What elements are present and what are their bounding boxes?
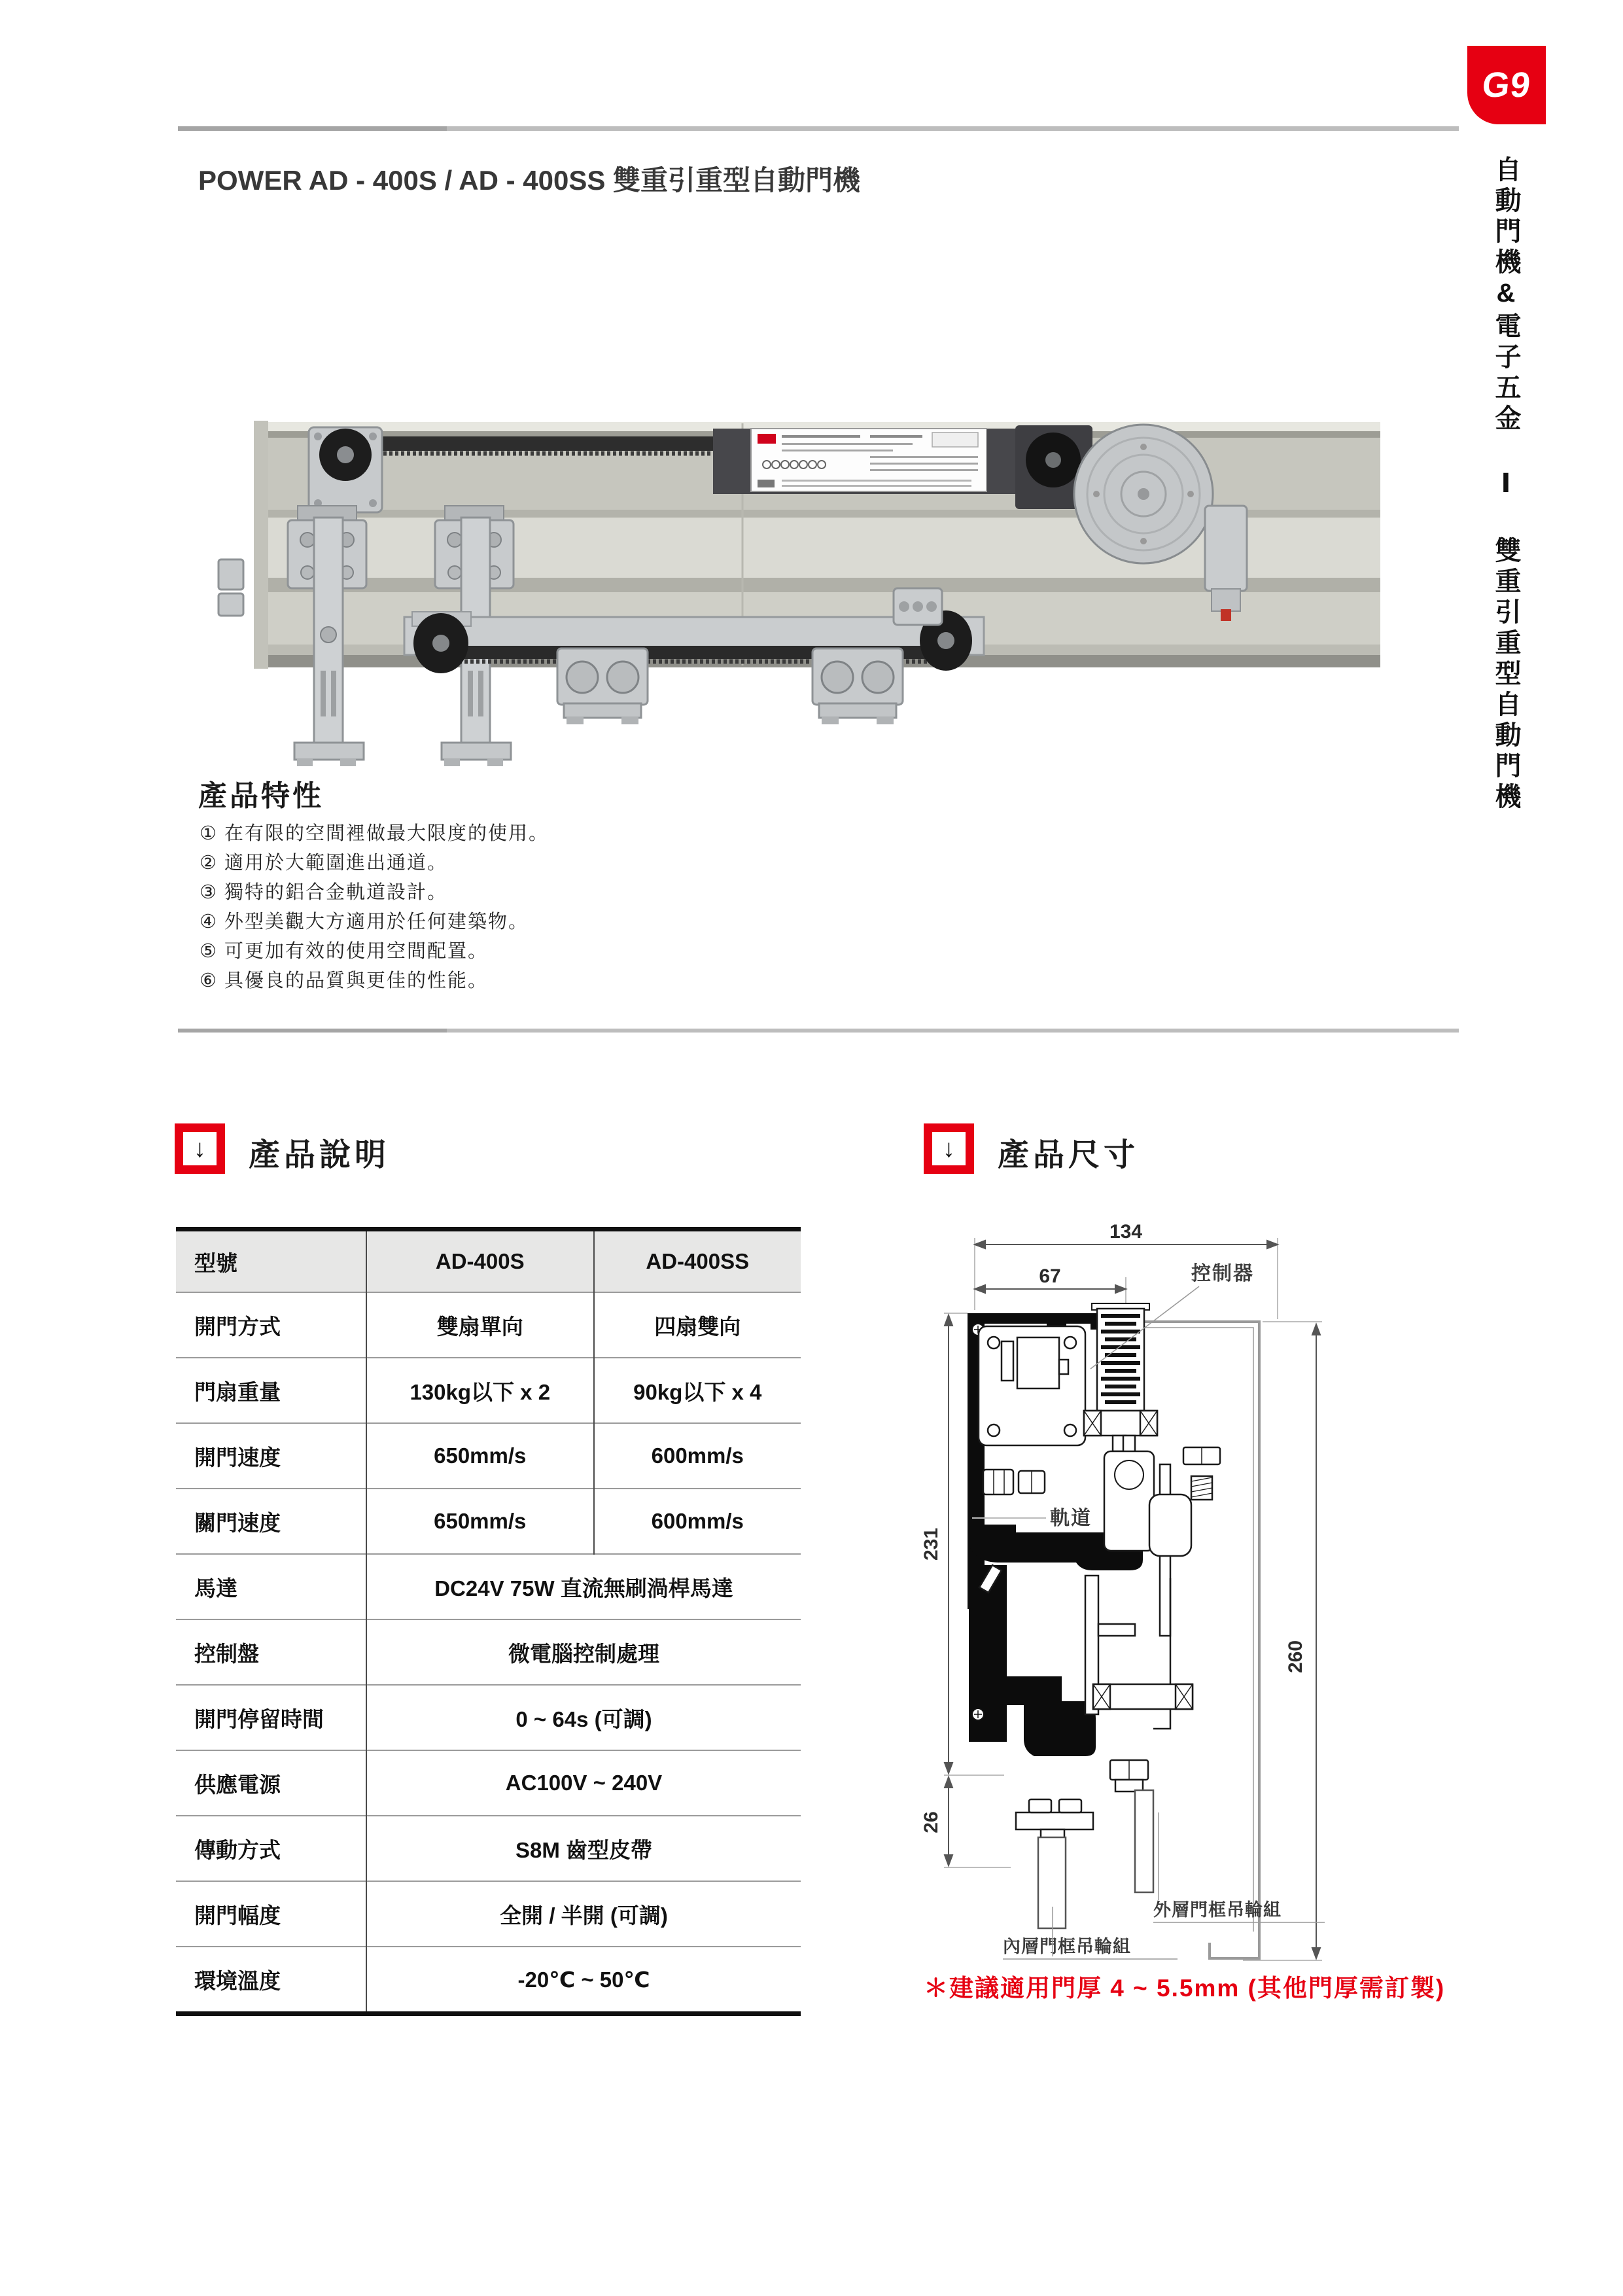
label-outer-hanger: 外層門框吊輪組	[1153, 1900, 1282, 1920]
left-idler-pulley	[309, 427, 382, 512]
spec-header-row	[176, 1231, 801, 1292]
section-marker-dimensions	[924, 1123, 974, 1174]
controller-box	[979, 1326, 1085, 1445]
feature-item: ④ 外型美觀大方適用於任何建築物。	[200, 911, 529, 932]
section-divider	[178, 1029, 1459, 1033]
section-title-description: 產品說明	[249, 1138, 391, 1173]
dimension-diagram	[919, 1212, 1397, 1990]
feature-item: ② 適用於大範圍進出通道。	[200, 853, 448, 874]
spec-column-header: AD-400S	[366, 1231, 594, 1292]
lower-bearing-bar	[1093, 1684, 1193, 1792]
controller-module	[713, 429, 1027, 494]
dim-track-width: 67	[1039, 1265, 1061, 1287]
spec-column-header: AD-400SS	[594, 1231, 801, 1292]
spec-label: 關門速度	[176, 1489, 366, 1554]
feature-list	[200, 819, 549, 996]
belt-carriage	[557, 648, 648, 724]
label-controller: 控制器	[1191, 1263, 1254, 1284]
page-title: POWER AD - 400S / AD - 400SS 雙重引重型自動門機	[198, 165, 861, 196]
spec-row	[176, 1423, 801, 1489]
spec-value: 650mm/s	[366, 1423, 594, 1489]
section-title-dimensions: 產品尺寸	[998, 1138, 1140, 1173]
dim-total-width: 134	[1109, 1221, 1143, 1243]
spec-row	[176, 1947, 801, 2011]
bearing-bar	[1084, 1411, 1157, 1451]
features-heading: 產品特性	[198, 780, 324, 812]
spec-value: 600mm/s	[594, 1489, 801, 1554]
sidebar-category-text: 自動門機&電子五金 Ⅰ 雙重引重型自動門機	[1492, 156, 1520, 813]
label-inner-hanger: 內層門框吊輪組	[1003, 1937, 1131, 1956]
spec-value: AC100V ~ 240V	[366, 1750, 801, 1816]
spec-column-header: 型號	[176, 1231, 366, 1292]
belt-carriage	[812, 648, 903, 724]
right-end-bracket	[1205, 506, 1247, 621]
spec-label: 開門停留時間	[176, 1685, 366, 1750]
spec-value: 600mm/s	[594, 1423, 801, 1489]
spec-value: -20℃ ~ 50℃	[366, 1947, 801, 2011]
spec-label: 供應電源	[176, 1750, 366, 1816]
dim-track-height: 231	[920, 1527, 942, 1561]
page-code: G9	[1480, 65, 1533, 105]
section-marker-description	[175, 1123, 225, 1174]
spec-label: 開門幅度	[176, 1881, 366, 1947]
top-rule	[178, 126, 1459, 131]
spec-value: 微電腦控制處理	[366, 1619, 801, 1685]
door-panels	[1016, 1790, 1153, 1928]
spec-label: 開門方式	[176, 1292, 366, 1358]
spec-label: 環境溫度	[176, 1947, 366, 2011]
spec-value: 650mm/s	[366, 1489, 594, 1554]
spec-row	[176, 1489, 801, 1554]
spec-value: S8M 齒型皮帶	[366, 1816, 801, 1881]
spec-row	[176, 1750, 801, 1816]
product-photo	[196, 363, 1393, 769]
spec-row	[176, 1619, 801, 1685]
feature-item: ③ 獨特的鋁合金軌道設計。	[200, 882, 448, 903]
label-track: 軌道	[1050, 1508, 1092, 1529]
feature-item: ⑤ 可更加有效的使用空間配置。	[200, 941, 489, 962]
down-arrow-icon: ↓	[943, 1135, 955, 1163]
spec-value: 四扇雙向	[594, 1292, 801, 1358]
spec-value: 130kg以下 x 2	[366, 1358, 594, 1423]
spec-row	[176, 1685, 801, 1750]
spec-row	[176, 1358, 801, 1423]
feature-item: ⑥ 具優良的品質與更佳的性能。	[200, 970, 489, 991]
down-arrow-icon: ↓	[194, 1135, 206, 1163]
spec-value: 雙扇單向	[366, 1292, 594, 1358]
spec-label: 傳動方式	[176, 1816, 366, 1881]
spec-value: DC24V 75W 直流無刷渦桿馬達	[366, 1554, 801, 1619]
dim-total-height: 260	[1285, 1640, 1306, 1674]
spec-label: 控制盤	[176, 1619, 366, 1685]
spec-row	[176, 1816, 801, 1881]
motor-drum	[1074, 425, 1213, 563]
spec-row	[176, 1554, 801, 1619]
dim-gap: 26	[920, 1811, 942, 1833]
door-thickness-note: ＊建議適用門厚 4 ~ 5.5mm (其他門厚需訂製)	[924, 1975, 1446, 2002]
spec-label: 開門速度	[176, 1423, 366, 1489]
spec-value: 90kg以下 x 4	[594, 1358, 801, 1423]
spec-row	[176, 1881, 801, 1947]
spec-label: 馬達	[176, 1554, 366, 1619]
page-corner-badge	[1467, 46, 1546, 124]
motor-heatsink	[1092, 1303, 1149, 1411]
spec-label: 門扇重量	[176, 1358, 366, 1423]
spec-value: 全開 / 半開 (可調)	[366, 1881, 801, 1947]
feature-item: ① 在有限的空間裡做最大限度的使用。	[200, 823, 550, 844]
spec-value: 0 ~ 64s (可調)	[366, 1685, 801, 1750]
end-clip	[218, 559, 243, 616]
spec-row	[176, 1292, 801, 1358]
spec-table	[176, 1227, 801, 2016]
